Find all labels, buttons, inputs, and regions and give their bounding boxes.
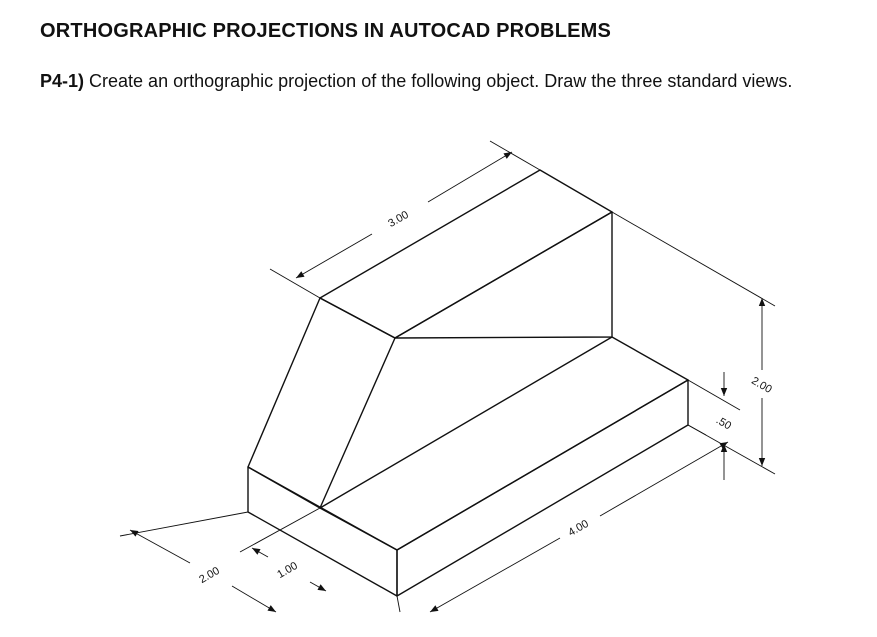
dim-2-00-height: 2.00 xyxy=(749,374,774,396)
dim-0-50: .50 xyxy=(713,414,734,433)
base-front-face xyxy=(248,467,397,596)
extension-lines xyxy=(120,141,775,612)
dim-2-00-depth: 2.00 xyxy=(197,564,222,586)
dimension-lines xyxy=(130,152,762,612)
problem-text: Create an orthographic projection of the following object. Draw the three standard views. xyxy=(89,71,793,91)
dim-1-00: 1.00 xyxy=(275,559,300,581)
page-title: ORTHOGRAPHIC PROJECTIONS IN AUTOCAD PROBLEMS xyxy=(40,20,612,42)
dim-4-00: 4.00 xyxy=(566,517,591,539)
object-outline xyxy=(248,170,688,596)
top-face xyxy=(320,170,612,338)
problem-number: P4-1) xyxy=(40,71,85,91)
dim-3-00: 3.00 xyxy=(386,208,411,230)
right-face xyxy=(395,212,612,338)
base-top-face xyxy=(320,337,688,550)
base-side-face xyxy=(397,380,688,596)
